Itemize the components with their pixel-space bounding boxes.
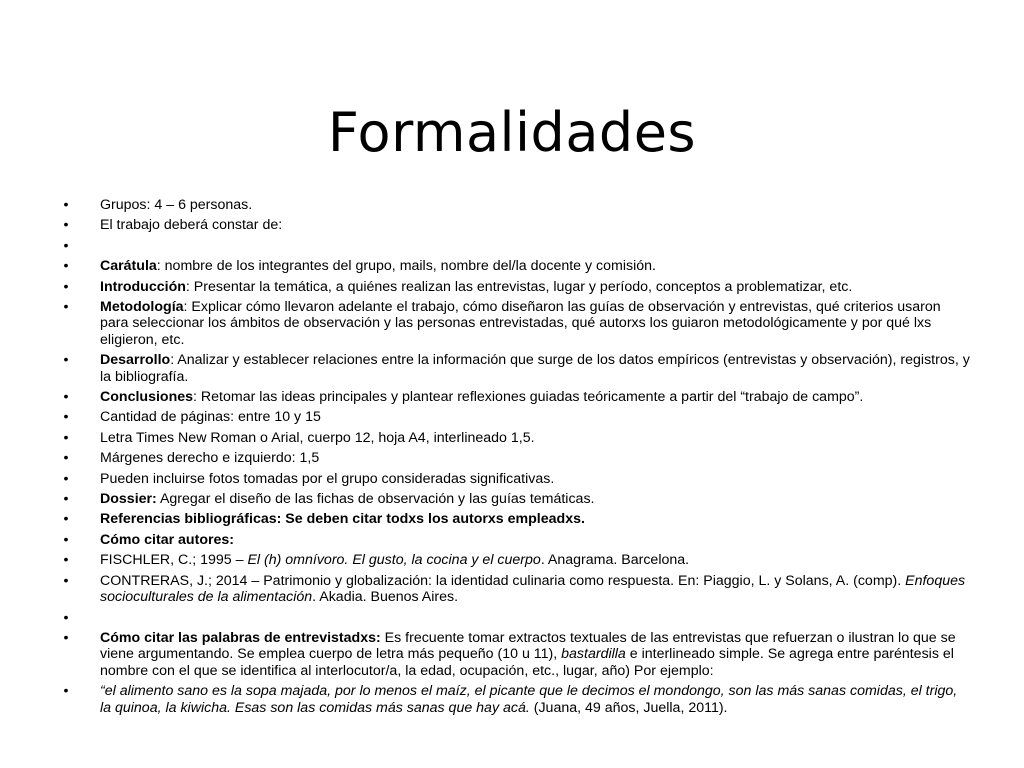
- bullet-icon: •: [63, 352, 69, 369]
- list-item: [58, 683, 970, 716]
- list-item-text: bastardilla: [561, 646, 626, 663]
- list-item: [58, 217, 970, 233]
- bullet-icon: •: [63, 572, 69, 589]
- list-item-text: : Presentar la temática, a quiénes realizan las entrevistas, lugar y período, conceptos a problematizar, etc.: [185, 278, 853, 295]
- list-item: [58, 258, 970, 274]
- list-item-text: El (h) omnívoro. El gusto, la cocina y el cuerpo: [247, 552, 541, 569]
- list-item-text: . Akadia. Buenos Aires.: [312, 589, 459, 606]
- list-item-text: Conclusiones: [100, 389, 194, 406]
- list-item-text: : Analizar y establecer relaciones entre la información que surge de los datos empíricos (entrevistas y observación), registros, y la bibliografía.: [100, 352, 970, 385]
- bullet-icon: •: [63, 429, 69, 446]
- list-item-text: Carátula: [100, 258, 157, 275]
- list-item-text: El trabajo deberá constar de:: [100, 217, 283, 234]
- list-item-text: Cómo citar autores:: [100, 531, 235, 548]
- list-item-text: Introducción: [100, 278, 186, 295]
- bullet-icon: •: [63, 609, 69, 626]
- bullet-icon: •: [63, 217, 69, 234]
- list-item: [58, 471, 970, 487]
- bullet-icon: •: [63, 531, 69, 548]
- list-item-text: (Juana, 49 años, Juella, 2011).: [529, 699, 728, 716]
- bullet-icon: •: [63, 629, 69, 646]
- list-item: [58, 389, 970, 405]
- list-item-text: : nombre de los integrantes del grupo, mails, nombre del/la docente y comisión.: [156, 258, 656, 275]
- bullet-icon: •: [63, 197, 69, 213]
- list-item-text: Referencias bibliográficas: Se deben citar todxs los autorxs empleadxs.: [100, 511, 585, 528]
- list-item-text: Cantidad de páginas: entre 10 y 15: [100, 409, 321, 426]
- page-title: Formalidades: [327, 101, 697, 165]
- list-item-text: Cómo citar las palabras de entrevistadxs:: [100, 629, 381, 646]
- list-item: [58, 573, 970, 606]
- list-item: [58, 409, 970, 425]
- list-item: [58, 299, 970, 348]
- bullet-icon: •: [63, 511, 69, 528]
- bullet-icon: •: [63, 278, 69, 295]
- list-item: [58, 197, 970, 213]
- list-item-text: Pueden incluirse fotos tomadas por el grupo consideradas significativas.: [100, 470, 555, 487]
- list-item: [58, 430, 970, 446]
- list-item-text: CONTRERAS, J.; 2014 – Patrimonio y globalización: la identidad culinaria como respuesta. En: Piaggio, L. y Solans, A. (comp).: [100, 572, 906, 589]
- list-item-text: Márgenes derecho e izquierdo: 1,5: [100, 450, 320, 467]
- bullet-icon: •: [63, 389, 69, 406]
- bullet-icon: •: [63, 552, 69, 569]
- list-item: [58, 279, 970, 295]
- list-item-text: Agregar el diseño de las fichas de observación y las guías temáticas.: [156, 491, 595, 508]
- bullet-icon: •: [63, 258, 69, 275]
- list-item-text: Grupos: 4 – 6 personas.: [100, 197, 253, 213]
- list-item: [58, 532, 970, 548]
- bullet-icon: •: [63, 237, 69, 254]
- bullet-icon: •: [63, 299, 69, 316]
- bullet-list: [58, 197, 970, 720]
- list-item-text: : Explicar cómo llevaron adelante el trabajo, cómo diseñaron las guías de observación y entrevistas, qué criterios usaron para seleccionar los ámbitos de observación y las personas entrevistadas, qué autorxs los guiaron metodológicamente y por qué lxs eligieron, etc.: [100, 299, 941, 348]
- list-item: [58, 450, 970, 466]
- list-item-text: Letra Times New Roman o Arial, cuerpo 12, hoja A4, interlineado 1,5.: [100, 429, 535, 446]
- list-item: [58, 630, 970, 679]
- bullet-icon: •: [63, 470, 69, 487]
- bullet-icon: •: [63, 409, 69, 426]
- list-item: [58, 552, 970, 568]
- list-item-text: “el alimento sano es la sopa majada, por lo menos el maíz, el picante que le decimos el mondongo, son las más sanas comidas, el trigo, la quinoa, la kiwicha. Esas son las comidas más sanas que hay acá.: [100, 683, 958, 716]
- bullet-icon: •: [63, 450, 69, 467]
- list-item-text: Dossier:: [100, 491, 157, 508]
- list-item: [58, 610, 970, 626]
- list-item-text: Enfoques socioculturales de la alimentación: [100, 572, 966, 606]
- list-item-text: FISCHLER, C.; 1995 –: [100, 552, 248, 569]
- bullet-icon: •: [63, 491, 69, 508]
- list-item: [58, 238, 970, 254]
- list-item: [58, 511, 970, 527]
- bullet-icon: •: [63, 683, 69, 700]
- list-item: [58, 491, 970, 507]
- list-item-text: Es frecuente tomar extractos textuales de las entrevistas que refuerzan o ilustran lo que se viene argumentando. Se emplea cuerpo de letra más pequeño (10 u 11),: [100, 629, 956, 663]
- list-item-text: e interlineado simple. Se agrega entre paréntesis el nombre con el que se identifica al interlocutor/a, la edad, ocupación, etc., lugar, año) Por ejemplo:: [100, 646, 954, 679]
- list-item-text: . Anagrama. Barcelona.: [540, 552, 690, 569]
- list-item-text: : Retomar las ideas principales y plantear reflexiones guiadas teóricamente a partir del “trabajo de campo”.: [193, 389, 864, 406]
- list-item-text: Desarrollo: [100, 352, 171, 369]
- list-item-text: Metodología: [100, 299, 184, 316]
- list-item: [58, 352, 970, 385]
